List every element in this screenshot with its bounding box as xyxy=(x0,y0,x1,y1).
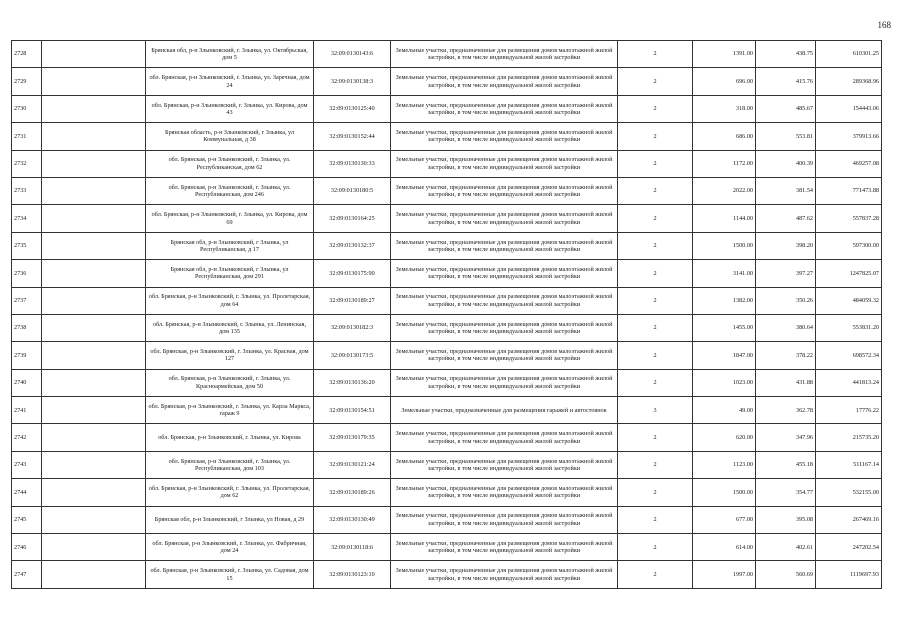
blank-cell xyxy=(42,397,146,424)
address-cell: обл. Брянская, р-н Злынковский, г. Злынка, ул. Пролетарская, дом 64 xyxy=(146,287,314,314)
table-row xyxy=(12,287,882,314)
specific-value-cell: 438.75 xyxy=(756,41,816,68)
category-code-cell: 2 xyxy=(618,150,693,177)
address-cell: обл. Брянская, р-н Злынковский, г. Злынка, ул. Красноармейская, дом 50 xyxy=(146,369,314,396)
cadastral-number-cell: 32:09:0130154:51 xyxy=(314,397,391,424)
address-cell: обл. Брянская, р-н Злынковский, г. Злынка, ул. Кирова, дом 43 xyxy=(146,95,314,122)
area-cell: 1500.00 xyxy=(693,232,756,259)
table-row xyxy=(12,232,882,259)
land-registry-table xyxy=(11,40,882,589)
category-code-cell: 2 xyxy=(618,68,693,95)
blank-cell xyxy=(42,287,146,314)
address-cell: обл. Брянская, р-н Злынковский, г. Злынка, ул. Красная, дом 127 xyxy=(146,342,314,369)
row-number-cell: 2738 xyxy=(12,314,42,341)
specific-value-cell: 397.27 xyxy=(756,260,816,287)
permitted-use-cell: Земельные участки, предназначенные для размещения домов малоэтажной жилой застройки, в том числе индивидуальной жилой застройки xyxy=(391,451,618,478)
blank-cell xyxy=(42,534,146,561)
blank-cell xyxy=(42,260,146,287)
permitted-use-cell: Земельные участки, предназначенные для размещения домов малоэтажной жилой застройки, в том числе индивидуальной жилой застройки xyxy=(391,424,618,451)
category-code-cell: 2 xyxy=(618,369,693,396)
permitted-use-cell: Земельные участки, предназначенные для размещения домов малоэтажной жилой застройки, в том числе индивидуальной жилой застройки xyxy=(391,177,618,204)
table-row xyxy=(12,424,882,451)
table-row xyxy=(12,451,882,478)
table-row xyxy=(12,260,882,287)
table-row xyxy=(12,561,882,588)
category-code-cell: 2 xyxy=(618,342,693,369)
category-code-cell: 2 xyxy=(618,451,693,478)
row-number-cell: 2731 xyxy=(12,123,42,150)
table-row xyxy=(12,123,882,150)
category-code-cell: 2 xyxy=(618,123,693,150)
row-number-cell: 2732 xyxy=(12,150,42,177)
address-cell: Брянская обл, р-н Злынковский, г Злынка, ул Республиканская, дом 291 xyxy=(146,260,314,287)
area-cell: 696.00 xyxy=(693,68,756,95)
cadastral-value-cell: 247202.54 xyxy=(816,534,882,561)
cadastral-number-cell: 32:09:0130132:37 xyxy=(314,232,391,259)
address-cell: обл. Брянская, р-н Злынковский, г. Злынка, ул. Фабричная, дом 24 xyxy=(146,534,314,561)
specific-value-cell: 485.67 xyxy=(756,95,816,122)
permitted-use-cell: Земельные участки, предназначенные для размещения домов малоэтажной жилой застройки, в том числе индивидуальной жилой застройки xyxy=(391,95,618,122)
cadastral-number-cell: 32:09:0130152:44 xyxy=(314,123,391,150)
row-number-cell: 2736 xyxy=(12,260,42,287)
cadastral-value-cell: 267469.16 xyxy=(816,506,882,533)
specific-value-cell: 395.08 xyxy=(756,506,816,533)
cadastral-number-cell: 32:09:0130138:3 xyxy=(314,68,391,95)
cadastral-number-cell: 32:09:0130143:6 xyxy=(314,41,391,68)
address-cell: обл. Брянская, р-н Злынковский, г. Злынка, ул. Кирова xyxy=(146,424,314,451)
area-cell: 1997.00 xyxy=(693,561,756,588)
specific-value-cell: 455.18 xyxy=(756,451,816,478)
table-row xyxy=(12,479,882,506)
blank-cell xyxy=(42,424,146,451)
cadastral-number-cell: 32:09:0130182:3 xyxy=(314,314,391,341)
specific-value-cell: 381.54 xyxy=(756,177,816,204)
category-code-cell: 2 xyxy=(618,561,693,588)
specific-value-cell: 350.26 xyxy=(756,287,816,314)
cadastral-number-cell: 32:09:0130125:40 xyxy=(314,95,391,122)
specific-value-cell: 415.76 xyxy=(756,68,816,95)
area-cell: 318.00 xyxy=(693,95,756,122)
cadastral-number-cell: 32:09:0130179:35 xyxy=(314,424,391,451)
cadastral-value-cell: 154443.06 xyxy=(816,95,882,122)
cadastral-value-cell: 17776.22 xyxy=(816,397,882,424)
address-cell: обл. Брянская, р-н Злынковский, г. Злынка, ул. Республиканская, дом 62 xyxy=(146,150,314,177)
table-row xyxy=(12,314,882,341)
address-cell: Брянская обл, р-н Злынковский, г. Злынка, ул. Октябрьская, дом 5 xyxy=(146,41,314,68)
row-number-cell: 2740 xyxy=(12,369,42,396)
category-code-cell: 2 xyxy=(618,177,693,204)
category-code-cell: 2 xyxy=(618,95,693,122)
area-cell: 49.00 xyxy=(693,397,756,424)
table-row xyxy=(12,506,882,533)
specific-value-cell: 431.88 xyxy=(756,369,816,396)
table-row xyxy=(12,177,882,204)
cadastral-value-cell: 610301.25 xyxy=(816,41,882,68)
address-cell: обл. Брянская, р-н Злынковский, г. Злынка, ул. Ленинская, дом 135 xyxy=(146,314,314,341)
blank-cell xyxy=(42,123,146,150)
blank-cell xyxy=(42,506,146,533)
area-cell: 1123.00 xyxy=(693,451,756,478)
cadastral-value-cell: 557837.28 xyxy=(816,205,882,232)
address-cell: обл. Брянская, р-н Злынковский, г. Злынка, ул. Республиканская, дом 246 xyxy=(146,177,314,204)
blank-cell xyxy=(42,342,146,369)
permitted-use-cell: Земельные участки, предназначенные для размещения домов малоэтажной жилой застройки, в том числе индивидуальной жилой застройки xyxy=(391,260,618,287)
area-cell: 1023.00 xyxy=(693,369,756,396)
area-cell: 3141.00 xyxy=(693,260,756,287)
permitted-use-cell: Земельные участки, предназначенные для размещения гаражей и автостоянок xyxy=(391,397,618,424)
address-cell: Брянская обл, р-н Злынковский, г Злынка, ул Новая, д 29 xyxy=(146,506,314,533)
permitted-use-cell: Земельные участки, предназначенные для размещения домов малоэтажной жилой застройки, в том числе индивидуальной жилой застройки xyxy=(391,342,618,369)
table-body xyxy=(12,41,882,589)
cadastral-number-cell: 32:09:0130189:26 xyxy=(314,479,391,506)
area-cell: 1847.00 xyxy=(693,342,756,369)
permitted-use-cell: Земельные участки, предназначенные для размещения домов малоэтажной жилой застройки, в том числе индивидуальной жилой застройки xyxy=(391,150,618,177)
cadastral-number-cell: 32:09:0130130:49 xyxy=(314,506,391,533)
area-cell: 677.00 xyxy=(693,506,756,533)
specific-value-cell: 402.61 xyxy=(756,534,816,561)
area-cell: 620.00 xyxy=(693,424,756,451)
address-cell: обл. Брянская, р-н Злынковский, г. Злынка, ул. Кирова, дом 69 xyxy=(146,205,314,232)
permitted-use-cell: Земельные участки, предназначенные для размещения домов малоэтажной жилой застройки, в том числе индивидуальной жилой застройки xyxy=(391,41,618,68)
page-number: 168 xyxy=(877,20,891,30)
blank-cell xyxy=(42,232,146,259)
blank-cell xyxy=(42,95,146,122)
cadastral-value-cell: 484059.32 xyxy=(816,287,882,314)
cadastral-value-cell: 597300.00 xyxy=(816,232,882,259)
area-cell: 686.00 xyxy=(693,123,756,150)
table-row xyxy=(12,95,882,122)
cadastral-number-cell: 32:09:0130121:24 xyxy=(314,451,391,478)
cadastral-value-cell: 553831.20 xyxy=(816,314,882,341)
specific-value-cell: 553.81 xyxy=(756,123,816,150)
table-row xyxy=(12,369,882,396)
address-cell: обл. Брянская, р-н Злынковский, г. Злынка, ул. Пролетарская, дом 62 xyxy=(146,479,314,506)
specific-value-cell: 378.22 xyxy=(756,342,816,369)
area-cell: 1455.00 xyxy=(693,314,756,341)
permitted-use-cell: Земельные участки, предназначенные для размещения домов малоэтажной жилой застройки, в том числе индивидуальной жилой застройки xyxy=(391,534,618,561)
cadastral-number-cell: 32:09:0130189:27 xyxy=(314,287,391,314)
row-number-cell: 2747 xyxy=(12,561,42,588)
row-number-cell: 2729 xyxy=(12,68,42,95)
category-code-cell: 2 xyxy=(618,534,693,561)
area-cell: 1382.00 xyxy=(693,287,756,314)
cadastral-value-cell: 379913.66 xyxy=(816,123,882,150)
row-number-cell: 2746 xyxy=(12,534,42,561)
blank-cell xyxy=(42,451,146,478)
category-code-cell: 2 xyxy=(618,232,693,259)
row-number-cell: 2743 xyxy=(12,451,42,478)
cadastral-value-cell: 698572.34 xyxy=(816,342,882,369)
table-row xyxy=(12,342,882,369)
address-cell: обл. Брянская, р-н Злынковский, г. Злынка, ул. Садовая, дом 15 xyxy=(146,561,314,588)
address-cell: обл. Брянская, р-н Злынковский, г. Злынка, ул. Заречная, дом 24 xyxy=(146,68,314,95)
table-row xyxy=(12,68,882,95)
row-number-cell: 2728 xyxy=(12,41,42,68)
category-code-cell: 2 xyxy=(618,506,693,533)
permitted-use-cell: Земельные участки, предназначенные для размещения домов малоэтажной жилой застройки, в том числе индивидуальной жилой застройки xyxy=(391,287,618,314)
row-number-cell: 2730 xyxy=(12,95,42,122)
blank-cell xyxy=(42,68,146,95)
row-number-cell: 2735 xyxy=(12,232,42,259)
cadastral-number-cell: 32:09:0130136:20 xyxy=(314,369,391,396)
area-cell: 2022.00 xyxy=(693,177,756,204)
cadastral-value-cell: 441813.24 xyxy=(816,369,882,396)
address-cell: Брянская обл, р-н Злынковский, г Злынка, ул Республиканская, д 17 xyxy=(146,232,314,259)
blank-cell xyxy=(42,479,146,506)
cadastral-value-cell: 771473.88 xyxy=(816,177,882,204)
permitted-use-cell: Земельные участки, предназначенные для размещения домов малоэтажной жилой застройки, в том числе индивидуальной жилой застройки xyxy=(391,68,618,95)
address-cell: обл. Брянская, р-н Злынковский, г. Злынка, ул. Карла Маркса, гараж 9 xyxy=(146,397,314,424)
row-number-cell: 2733 xyxy=(12,177,42,204)
category-code-cell: 2 xyxy=(618,314,693,341)
specific-value-cell: 400.39 xyxy=(756,150,816,177)
table-row xyxy=(12,205,882,232)
permitted-use-cell: Земельные участки, предназначенные для размещения домов малоэтажной жилой застройки, в том числе индивидуальной жилой застройки xyxy=(391,205,618,232)
permitted-use-cell: Земельные участки, предназначенные для размещения домов малоэтажной жилой застройки, в том числе индивидуальной жилой застройки xyxy=(391,232,618,259)
specific-value-cell: 354.77 xyxy=(756,479,816,506)
specific-value-cell: 560.69 xyxy=(756,561,816,588)
cadastral-number-cell: 32:09:0130123:10 xyxy=(314,561,391,588)
row-number-cell: 2739 xyxy=(12,342,42,369)
cadastral-number-cell: 32:09:0130118:6 xyxy=(314,534,391,561)
specific-value-cell: 362.78 xyxy=(756,397,816,424)
address-cell: Брянская область, р-н Злынковский, г Злынка, ул Коммунальная, д 38 xyxy=(146,123,314,150)
category-code-cell: 2 xyxy=(618,205,693,232)
cadastral-number-cell: 32:09:0130180:5 xyxy=(314,177,391,204)
table-row xyxy=(12,534,882,561)
row-number-cell: 2745 xyxy=(12,506,42,533)
row-number-cell: 2737 xyxy=(12,287,42,314)
row-number-cell: 2742 xyxy=(12,424,42,451)
row-number-cell: 2734 xyxy=(12,205,42,232)
area-cell: 1391.00 xyxy=(693,41,756,68)
cadastral-value-cell: 1247825.07 xyxy=(816,260,882,287)
blank-cell xyxy=(42,314,146,341)
cadastral-value-cell: 469257.08 xyxy=(816,150,882,177)
blank-cell xyxy=(42,205,146,232)
specific-value-cell: 398.20 xyxy=(756,232,816,259)
area-cell: 1172.00 xyxy=(693,150,756,177)
specific-value-cell: 380.64 xyxy=(756,314,816,341)
category-code-cell: 2 xyxy=(618,287,693,314)
address-cell: обл. Брянская, р-н Злынковский, г. Злынка, ул. Республиканская, дом 103 xyxy=(146,451,314,478)
category-code-cell: 2 xyxy=(618,479,693,506)
category-code-cell: 2 xyxy=(618,260,693,287)
cadastral-value-cell: 215735.20 xyxy=(816,424,882,451)
permitted-use-cell: Земельные участки, предназначенные для размещения домов малоэтажной жилой застройки, в том числе индивидуальной жилой застройки xyxy=(391,561,618,588)
cadastral-value-cell: 532155.00 xyxy=(816,479,882,506)
table-row xyxy=(12,150,882,177)
permitted-use-cell: Земельные участки, предназначенные для размещения домов малоэтажной жилой застройки, в том числе индивидуальной жилой застройки xyxy=(391,479,618,506)
blank-cell xyxy=(42,369,146,396)
row-number-cell: 2744 xyxy=(12,479,42,506)
permitted-use-cell: Земельные участки, предназначенные для размещения домов малоэтажной жилой застройки, в том числе индивидуальной жилой застройки xyxy=(391,314,618,341)
area-cell: 614.00 xyxy=(693,534,756,561)
cadastral-value-cell: 1119697.93 xyxy=(816,561,882,588)
blank-cell xyxy=(42,561,146,588)
category-code-cell: 2 xyxy=(618,41,693,68)
row-number-cell: 2741 xyxy=(12,397,42,424)
cadastral-value-cell: 289368.96 xyxy=(816,68,882,95)
blank-cell xyxy=(42,177,146,204)
specific-value-cell: 487.62 xyxy=(756,205,816,232)
cadastral-number-cell: 32:09:0130173:5 xyxy=(314,342,391,369)
cadastral-number-cell: 32:09:0130164:25 xyxy=(314,205,391,232)
table-row xyxy=(12,41,882,68)
cadastral-value-cell: 511167.14 xyxy=(816,451,882,478)
area-cell: 1500.00 xyxy=(693,479,756,506)
category-code-cell: 3 xyxy=(618,397,693,424)
permitted-use-cell: Земельные участки, предназначенные для размещения домов малоэтажной жилой застройки, в том числе индивидуальной жилой застройки xyxy=(391,506,618,533)
area-cell: 1144.00 xyxy=(693,205,756,232)
cadastral-number-cell: 32:09:0130130:33 xyxy=(314,150,391,177)
permitted-use-cell: Земельные участки, предназначенные для размещения домов малоэтажной жилой застройки, в том числе индивидуальной жилой застройки xyxy=(391,123,618,150)
category-code-cell: 2 xyxy=(618,424,693,451)
cadastral-number-cell: 32:09:0130175:90 xyxy=(314,260,391,287)
permitted-use-cell: Земельные участки, предназначенные для размещения домов малоэтажной жилой застройки, в том числе индивидуальной жилой застройки xyxy=(391,369,618,396)
blank-cell xyxy=(42,41,146,68)
table-row xyxy=(12,397,882,424)
blank-cell xyxy=(42,150,146,177)
specific-value-cell: 347.96 xyxy=(756,424,816,451)
